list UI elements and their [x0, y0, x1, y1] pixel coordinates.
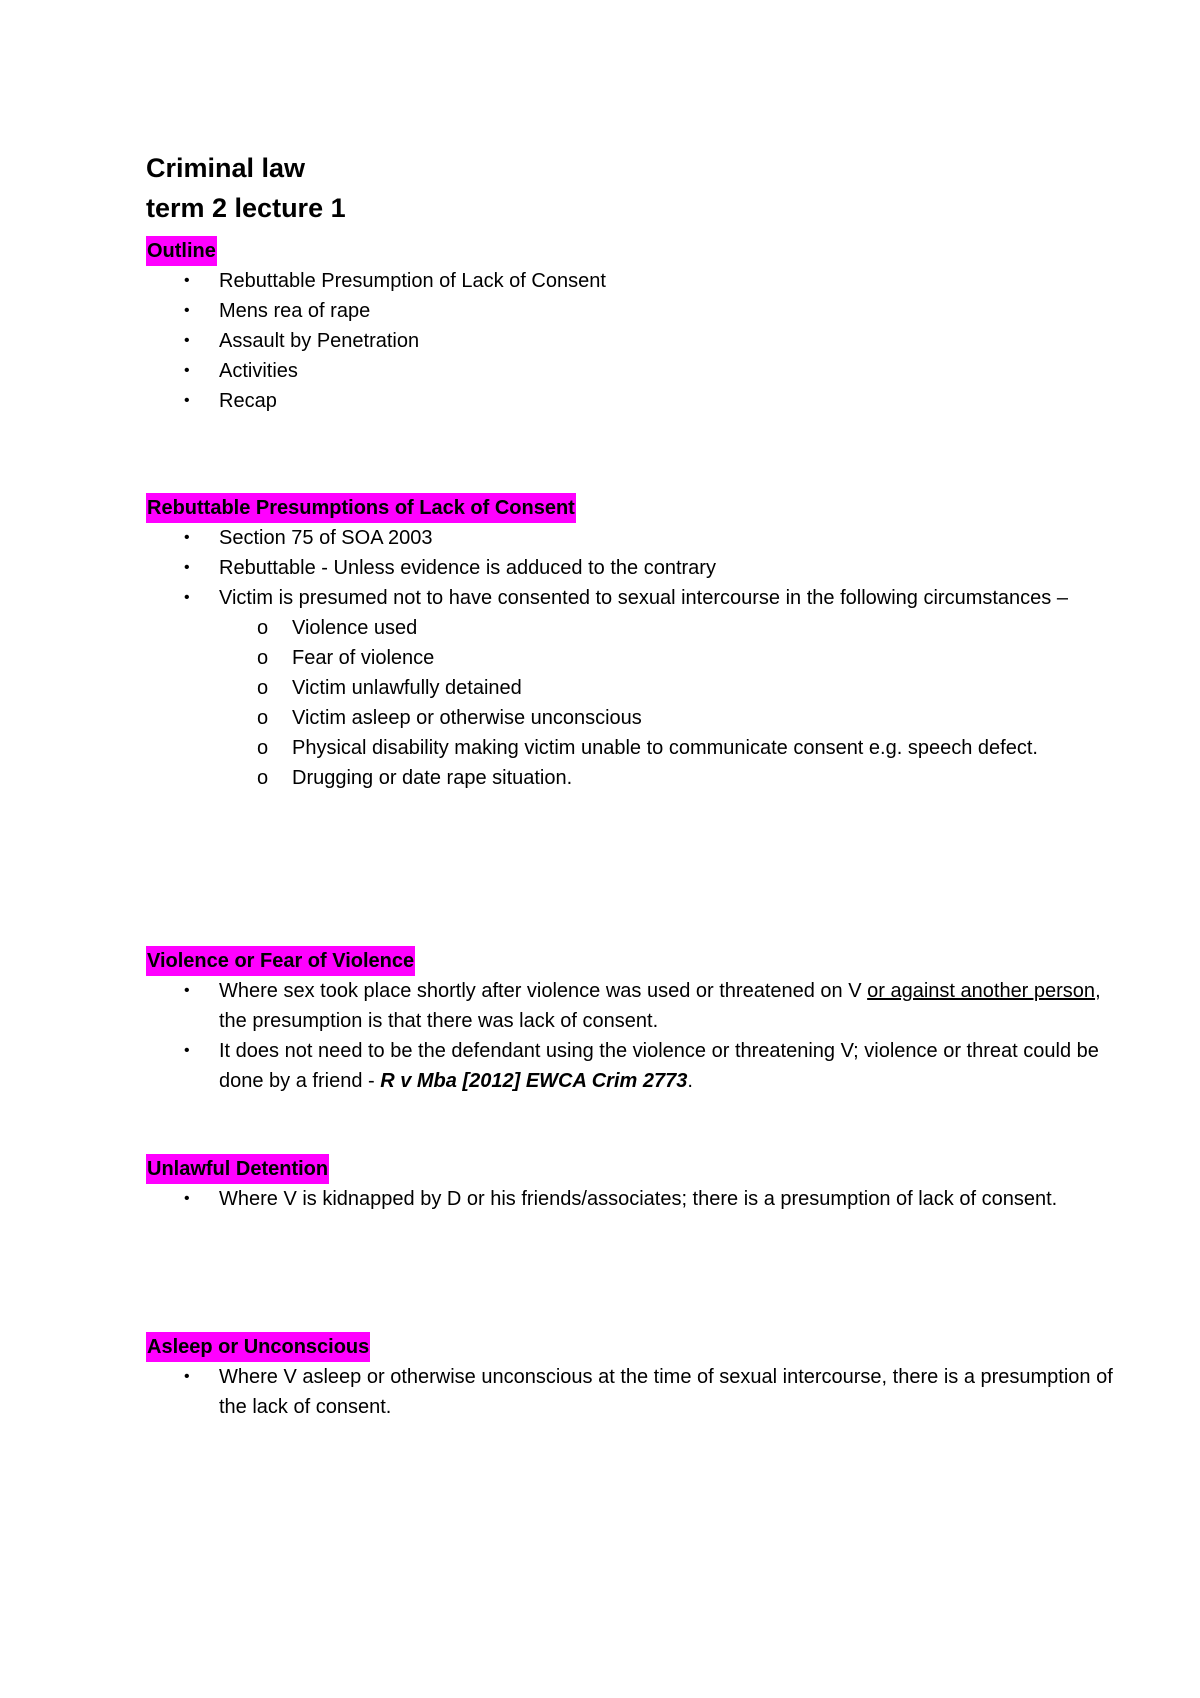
outline-list: [146, 266, 1119, 416]
presumptions-list: [146, 523, 1119, 793]
bullet-icon: •: [184, 1042, 190, 1059]
asleep-heading: Asleep or Unconscious: [146, 1332, 370, 1362]
circle-bullet-icon: o: [257, 617, 269, 639]
list-item: • Where V is kidnapped by D or his friends/associates; there is a presumption of lack of consent.: [146, 1184, 1119, 1214]
list-item: • Where V asleep or otherwise unconscious at the time of sexual intercourse, there is a presumption of the lack of consent.: [146, 1362, 1119, 1422]
document-title-block: [146, 148, 346, 228]
asleep-list: [146, 1362, 1119, 1422]
bullet-icon: •: [184, 982, 190, 999]
sub-list-item: o Drugging or date rape situation.: [219, 763, 1119, 793]
presumptions-heading: Rebuttable Presumptions of Lack of Consent: [146, 493, 576, 523]
case-citation: R v Mba [2012] EWCA Crim 2773: [380, 1070, 688, 1092]
asleep-section: [146, 1332, 1119, 1422]
bullet-icon: •: [184, 589, 190, 606]
sub-list-item: o Victim unlawfully detained: [219, 673, 1119, 703]
list-item: • Section 75 of SOA 2003: [146, 523, 1119, 553]
detention-heading: Unlawful Detention: [146, 1154, 329, 1184]
violence-section: [146, 946, 1119, 1096]
presumptions-section: [146, 493, 1119, 793]
circle-bullet-icon: o: [257, 767, 269, 789]
sub-list-item: o Violence used: [219, 613, 1119, 643]
circumstances-sublist: [219, 613, 1119, 793]
list-item: • It does not need to be the defendant using the violence or threatening V; violence or threat could be done by a friend - R v Mba [2012] EWCA Crim 2773.: [146, 1036, 1119, 1096]
circle-bullet-icon: o: [257, 707, 269, 729]
list-item: • Activities: [146, 356, 1119, 386]
circle-bullet-icon: o: [257, 677, 269, 699]
bullet-icon: •: [184, 332, 190, 349]
sub-list-item: o Physical disability making victim unable to communicate consent e.g. speech defect.: [219, 733, 1119, 763]
outline-section: [146, 236, 1119, 416]
bullet-icon: •: [184, 529, 190, 546]
bullet-icon: •: [184, 1190, 190, 1207]
list-item: • Victim is presumed not to have consented to sexual intercourse in the following circumstances – o Violence used o Fear of violence o Victim unlawfully detained o Victim asleep or otherwise unconscious o Physical disability making victim unable to communicate consent e.g. speech defect. o Drugging or date rape situation.: [146, 583, 1119, 793]
detention-section: [146, 1154, 1119, 1214]
list-item: • Recap: [146, 386, 1119, 416]
outline-heading: Outline: [146, 236, 217, 266]
bullet-icon: •: [184, 362, 190, 379]
violence-list: [146, 976, 1119, 1096]
bullet-icon: •: [184, 392, 190, 409]
sub-list-item: o Victim asleep or otherwise unconscious: [219, 703, 1119, 733]
bullet-icon: •: [184, 272, 190, 289]
list-item: • Rebuttable - Unless evidence is adduced to the contrary: [146, 553, 1119, 583]
document-title: Criminal law: [146, 153, 306, 183]
document-subtitle: term 2 lecture 1: [146, 193, 346, 223]
bullet-icon: •: [184, 1368, 190, 1385]
bullet-icon: •: [184, 559, 190, 576]
list-item: • Where sex took place shortly after violence was used or threatened on V or against another person, the presumption is that there was lack of consent.: [146, 976, 1119, 1036]
detention-list: [146, 1184, 1119, 1214]
underlined-phrase: or against another person: [867, 980, 1096, 1002]
list-item: • Rebuttable Presumption of Lack of Consent: [146, 266, 1119, 296]
circle-bullet-icon: o: [257, 647, 269, 669]
list-item: • Assault by Penetration: [146, 326, 1119, 356]
sub-list-item: o Fear of violence: [219, 643, 1119, 673]
circle-bullet-icon: o: [257, 737, 269, 759]
violence-heading: Violence or Fear of Violence: [146, 946, 415, 976]
bullet-icon: •: [184, 302, 190, 319]
list-item: • Mens rea of rape: [146, 296, 1119, 326]
